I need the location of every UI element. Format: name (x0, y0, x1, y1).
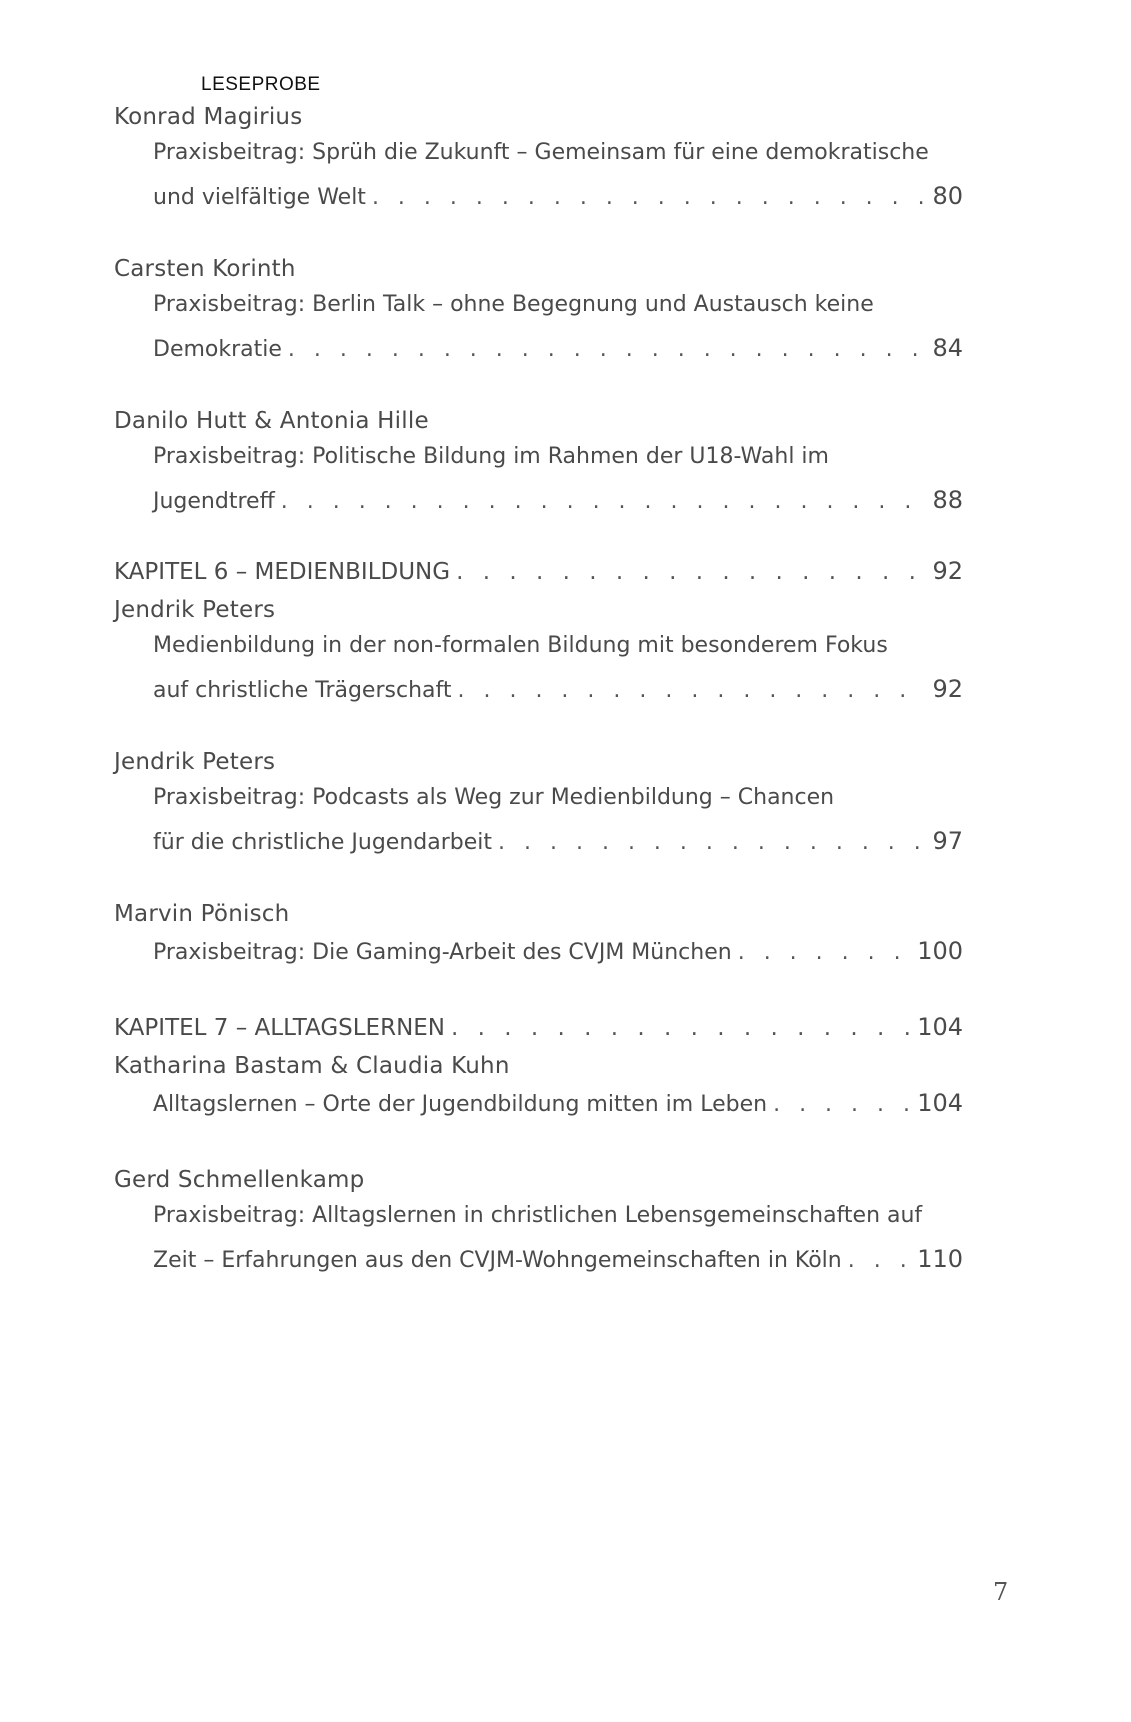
chapter-title: KAPITEL 6 – MEDIENBILDUNG (114, 559, 451, 585)
toc-entry[interactable] (153, 444, 963, 528)
leader-dots (457, 678, 926, 703)
toc-chapter-heading[interactable] (114, 557, 963, 585)
toc-author: Marvin Pönisch (114, 901, 290, 927)
leader-dots (372, 185, 927, 210)
toc-title-line: und vielfältige Welt (153, 185, 366, 210)
leader-dots (281, 489, 927, 514)
toc-title-line: Praxisbeitrag: Podcasts als Weg zur Medienbildung – Chancen (153, 785, 835, 810)
toc-title-line: Praxisbeitrag: Politische Bildung im Rahmen der U18-Wahl im (153, 444, 829, 469)
leader-dots (848, 1248, 911, 1273)
toc-page-number: 110 (917, 1245, 963, 1273)
leader-dots (451, 1015, 911, 1041)
leader-dots (288, 337, 927, 362)
toc-page-number: 104 (917, 1013, 963, 1041)
leader-dots (738, 940, 911, 965)
toc-title-line: Praxisbeitrag: Die Gaming-Arbeit des CVJM München (153, 940, 732, 965)
toc-page-number: 84 (932, 334, 963, 362)
leader-dots (498, 830, 926, 855)
toc-title-line: Medienbildung in der non-formalen Bildung mit besonderem Fokus (153, 633, 888, 658)
leseprobe-label: LESEPROBE (201, 74, 321, 95)
toc-title-line: Praxisbeitrag: Sprüh die Zukunft – Gemeinsam für eine demokratische (153, 140, 929, 165)
toc-author: Katharina Bastam & Claudia Kuhn (114, 1053, 510, 1079)
toc-page-number: 97 (932, 827, 963, 855)
toc-author: Jendrik Peters (114, 749, 276, 775)
toc-page-number: 80 (932, 182, 963, 210)
toc-page-number: 100 (917, 937, 963, 965)
toc-chapter-heading[interactable] (114, 1013, 963, 1041)
toc-entry[interactable] (153, 1089, 963, 1131)
toc-entry[interactable] (153, 1203, 963, 1287)
toc-entry[interactable] (153, 633, 963, 717)
toc-title-line: Praxisbeitrag: Alltagslernen in christlichen Lebensgemeinschaften auf (153, 1203, 923, 1228)
chapter-title: KAPITEL 7 – ALLTAGSLERNEN (114, 1015, 446, 1041)
toc-entry[interactable] (153, 292, 963, 376)
toc-title-line: auf christliche Trägerschaft (153, 678, 452, 703)
toc-title-line: Praxisbeitrag: Berlin Talk – ohne Begegnung und Austausch keine (153, 292, 874, 317)
toc-page-number: 92 (932, 557, 963, 585)
toc-author: Jendrik Peters (114, 597, 276, 623)
toc-entry[interactable] (153, 937, 963, 979)
toc-page-number: 88 (932, 486, 963, 514)
toc-page-number: 104 (917, 1089, 963, 1117)
toc-author: Danilo Hutt & Antonia Hille (114, 408, 429, 434)
toc-title-line: Zeit – Erfahrungen aus den CVJM-Wohngemeinschaften in Köln (153, 1248, 842, 1273)
toc-title-line: für die christliche Jugendarbeit (153, 830, 493, 855)
toc-entry[interactable] (153, 140, 963, 224)
page-number: 7 (993, 1578, 1009, 1606)
toc-entry[interactable] (153, 785, 963, 869)
toc-page-number: 92 (932, 675, 963, 703)
leader-dots (773, 1092, 911, 1117)
toc-author: Gerd Schmellenkamp (114, 1167, 365, 1193)
leader-dots (456, 559, 926, 585)
toc-author: Konrad Magirius (114, 104, 303, 130)
toc-title-line: Demokratie (153, 337, 282, 362)
toc-author: Carsten Korinth (114, 256, 296, 282)
toc-title-line: Alltagslernen – Orte der Jugendbildung mitten im Leben (153, 1092, 768, 1117)
toc-title-line: Jugendtreff (153, 489, 275, 514)
